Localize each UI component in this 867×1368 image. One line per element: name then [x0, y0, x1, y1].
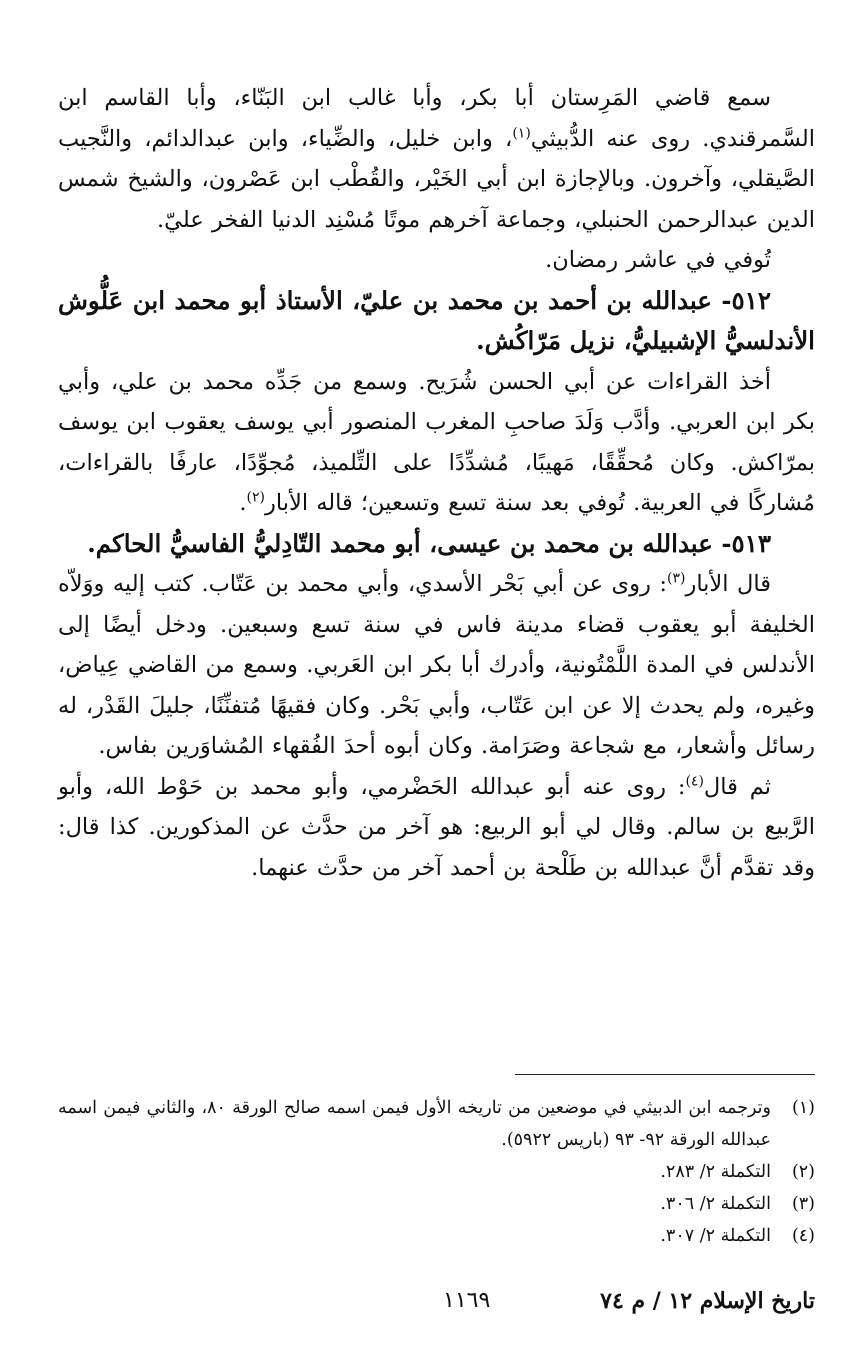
entry-513-body-b — [58, 767, 815, 889]
footnotes — [58, 1092, 815, 1252]
footnote-text: التكملة ٢/ ٢٨٣. — [660, 1162, 771, 1182]
footnote-2 — [58, 1156, 815, 1188]
footnote-4 — [58, 1220, 815, 1252]
footnote-text: التكملة ٢/ ٣٠٦. — [660, 1194, 771, 1214]
entry-512-heading: ٥١٢- عبدالله بن أحمد بن محمد بن عليّ، الأستاذ أبو محمد ابن عَلُّوش الأندلسيُّ الإشبيليُّ، نزيل مَرّاكُش. — [58, 285, 815, 355]
text: ، وابن خليل، والضِّياء، وابن عبدالدائم، والنَّجيب الصَّيقلي، وآخرون. وبالإجازة ابن أبي الخَيْر، والقُطْب ابن عَصْرون، والشيخ شمس الدين عبدالرحمن الحنبلي، وجماعة آخرهم موتًا مُسْنِد الدنيا الفخر عليّ. — [58, 125, 815, 233]
footnote-3 — [58, 1188, 815, 1220]
entry-513-body-a — [58, 564, 815, 767]
footnote-divider — [515, 1074, 815, 1075]
entry-513-heading: ٥١٣- عبدالله بن محمد بن عيسى، أبو محمد التّادِليُّ الفاسيُّ الحاكم. — [87, 528, 771, 558]
page-footer — [58, 1288, 815, 1328]
paragraph-continuation — [58, 78, 815, 240]
series-signature: تاريخ الإسلام ١٢ / م ٧٤ — [600, 1288, 815, 1314]
footnote-number: (٤) — [791, 1226, 815, 1246]
footnote-number: (٣) — [791, 1194, 815, 1214]
footnote-ref-1[interactable]: (١) — [512, 125, 531, 141]
text: أخذ القراءات عن أبي الحسن شُرَيح. وسمع من جَدِّه محمد بن علي، وأبي بكر ابن العربي. وأدَّب وَلَدَ صاحبِ المغرب المنصور أبي يوسف يعقوب ابن يوسف بمرّاكش. وكان مُحقِّقًا، مَهيبًا، مُشدِّدًا على التِّلميذ، مُجوِّدًا، عارفًا بالقراءات، مُشاركًا في العربية. تُوفي بعد سنة تسع وتسعين؛ قاله الأبار — [58, 368, 815, 516]
footnote-text: التكملة ٢/ ٣٠٧. — [660, 1226, 771, 1246]
footnote-text: وترجمه ابن الدبيثي في موضعين من تاريخه الأول فيمن اسمه صالح الورقة ٨٠، والثاني فيمن اسمه عبدالله الورقة ٩٢- ٩٣ (باريس ٥٩٢٢). — [58, 1098, 771, 1150]
text: قال الأبار — [685, 571, 771, 597]
text: : روى عن أبي بَحْر الأسدي، وأبي محمد بن عَتّاب. كتب إليه ووَلاّه الخليفة أبو يعقوب قضاء مدينة فاس في سنة تسع وسبعين. ودخل أيضًا إلى الأندلس في المدة اللَّمْتُونية، وأدرك أبا بكر ابن العَربي. وسمع من القاضي عِياض، وغيره، ولم يحدث إلا عن ابن عَتّاب، وأبي بَحْر. وكان فقيهًا مُتفنِّنًا، جليلَ القَدْر، له رسائل وأشعار، مع شجاعة وصَرَامة. وكان أبوه أحدَ الفُقهاء المُشاوَرين بفاس. — [58, 571, 815, 759]
text: سمع قاضي المَرِستان أبا بكر، وأبا غالب ابن البَنّاء، وأبا القاسم ابن السَّمرقندي. روى عنه الدُّبيثي — [58, 85, 816, 152]
entry-512-body — [58, 362, 815, 524]
text: . — [239, 490, 247, 516]
footnote-ref-4[interactable]: (٤) — [685, 773, 704, 789]
death-note: تُوفي في عاشر رمضان. — [545, 247, 771, 273]
footnote-number: (٢) — [791, 1162, 815, 1182]
text: : روى عنه أبو عبدالله الحَضْرمي، وأبو محمد بن حَوْط الله، وأبو الرَّبيع بن سالم. وقال لي أبو الربيع: هو آخر من حدَّث عن المذكورين. كذا قال: وقد تقدَّم أنَّ عبدالله بن طَلْحة بن أحمد آخر من حدَّث عنهما. — [58, 773, 815, 881]
text: ثم قال — [703, 773, 771, 800]
footnote-1 — [58, 1092, 815, 1156]
page-number: ١١٦٩ — [443, 1288, 491, 1313]
footnote-ref-3[interactable]: (٣) — [666, 570, 686, 587]
footnote-number: (١) — [791, 1098, 815, 1118]
footnote-ref-2[interactable]: (٢) — [246, 489, 265, 506]
